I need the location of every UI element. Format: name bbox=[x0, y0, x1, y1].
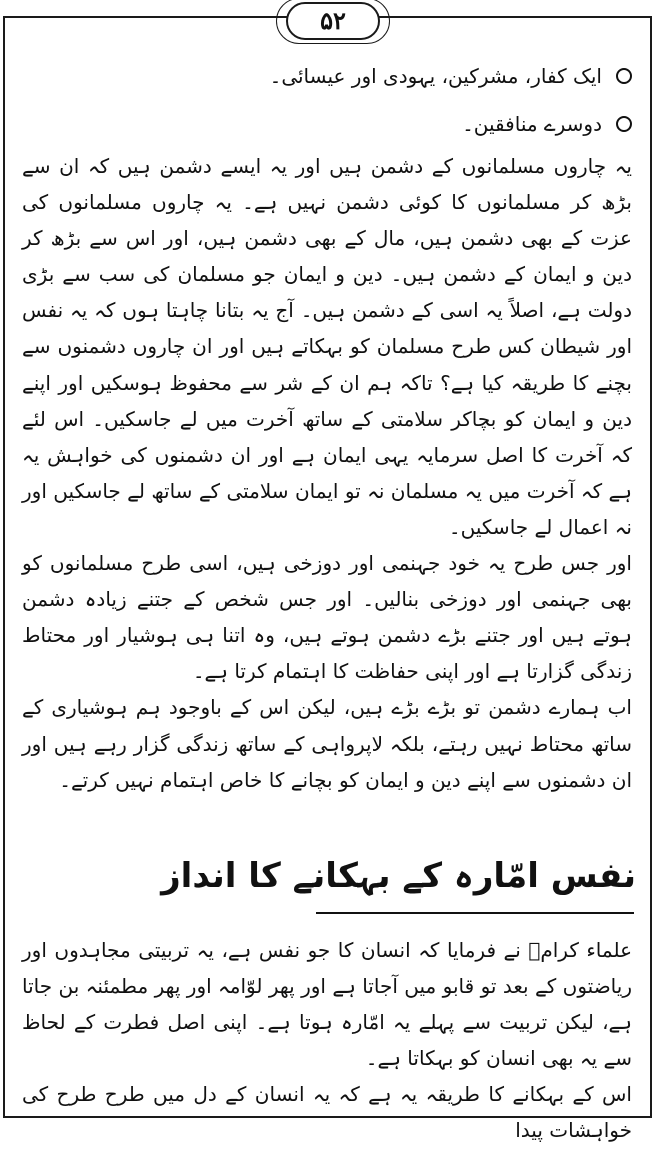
list-item bbox=[72, 112, 632, 136]
section-heading: نفس امّارہ کے بہکانے کا انداز bbox=[161, 856, 636, 896]
body-text-top bbox=[22, 148, 632, 798]
paragraph: اور جس طرح یہ خود جہنمی اور دوزخی ہیں، اسی طرح مسلمانوں کو بھی جہنمی اور دوزخی بنالیں۔ اور جس شخص کے جتنے زیادہ دشمن ہوتے ہیں اور جتنے بڑے دشمن ہوتے ہیں، وہ اتنا ہی ہوشیار اور محتاط زندگی گزارتا ہے اور اپنی حفاظت کا اہتمام کرتا ہے۔ bbox=[22, 551, 632, 684]
bullet-text: ایک کفار، مشرکین، یہودی اور عیسائی۔ bbox=[269, 64, 602, 88]
list-item bbox=[72, 64, 632, 88]
page-number: ۵۲ bbox=[286, 2, 380, 40]
bullet-circle-icon bbox=[616, 116, 632, 132]
paragraph: یہ چاروں مسلمانوں کے دشمن ہیں اور یہ ایسے دشمن ہیں کہ ان سے بڑھ کر مسلمانوں کا کوئی دشمن نہیں ہے۔ یہ چاروں مسلمانوں کی عزت کے بھی دشمن ہیں، مال کے بھی دشمن ہیں، اور اس سے بڑھ کر دین و ایمان کے دشمن ہیں۔ دین و ایمان جو مسلمان کی سب سے بڑی دولت ہے، اصلاً یہ اسی کے دشمن ہیں۔ آج یہ بتانا چاہتا ہوں کہ یہ نفس اور شیطان کس طرح مسلمان کو بہکاتے ہیں اور ان چاروں دشمنوں سے بچنے کا طریقہ کیا ہے؟ تاکہ ہم ان کے شر سے محفوظ ہوسکیں اور اپنے دین و ایمان کو بچاکر سلامتی کے ساتھ آخرت میں لے جاسکیں۔ اس لئے کہ آخرت کا اصل سرمایہ یہی ایمان ہے اور ان دشمنوں کی خواہش یہ ہے کہ آخرت میں یہ مسلمان نہ تو ایمان سلامتی کے ساتھ لے جاسکیں اور نہ اعمال لے جاسکیں۔ bbox=[22, 154, 632, 539]
body-text-bottom bbox=[22, 932, 632, 1149]
paragraph: اس کے بہکانے کا طریقہ یہ ہے کہ یہ انسان کے دل میں طرح طرح کی خواہشات پیدا bbox=[22, 1082, 632, 1143]
bullet-circle-icon bbox=[616, 68, 632, 84]
paragraph: علماء کرامؒ نے فرمایا کہ انسان کا جو نفس ہے، یہ تربیتی مجاہدوں اور ریاضتوں کے بعد تو قابو میں آجاتا ہے اور پھر لوّامہ اور پھر مطمئنہ بن جاتا ہے، لیکن تربیت سے پہلے یہ امّارہ ہوتا ہے۔ اپنی اصل فطرت کے لحاظ سے یہ بھی انسان کو بہکاتا ہے۔ bbox=[22, 938, 632, 1071]
paragraph: اب ہمارے دشمن تو بڑے بڑے ہیں، لیکن اس کے باوجود ہم ہوشیاری کے ساتھ محتاط نہیں رہتے، بلکہ لاپرواہی کے ساتھ زندگی گزار رہے ہیں اور ان دشمنوں سے اپنے دین و ایمان کو بچانے کا خاص اہتمام نہیں کرتے۔ bbox=[22, 695, 632, 792]
heading-underline bbox=[316, 912, 634, 914]
bullet-text: دوسرے منافقین۔ bbox=[462, 112, 602, 136]
